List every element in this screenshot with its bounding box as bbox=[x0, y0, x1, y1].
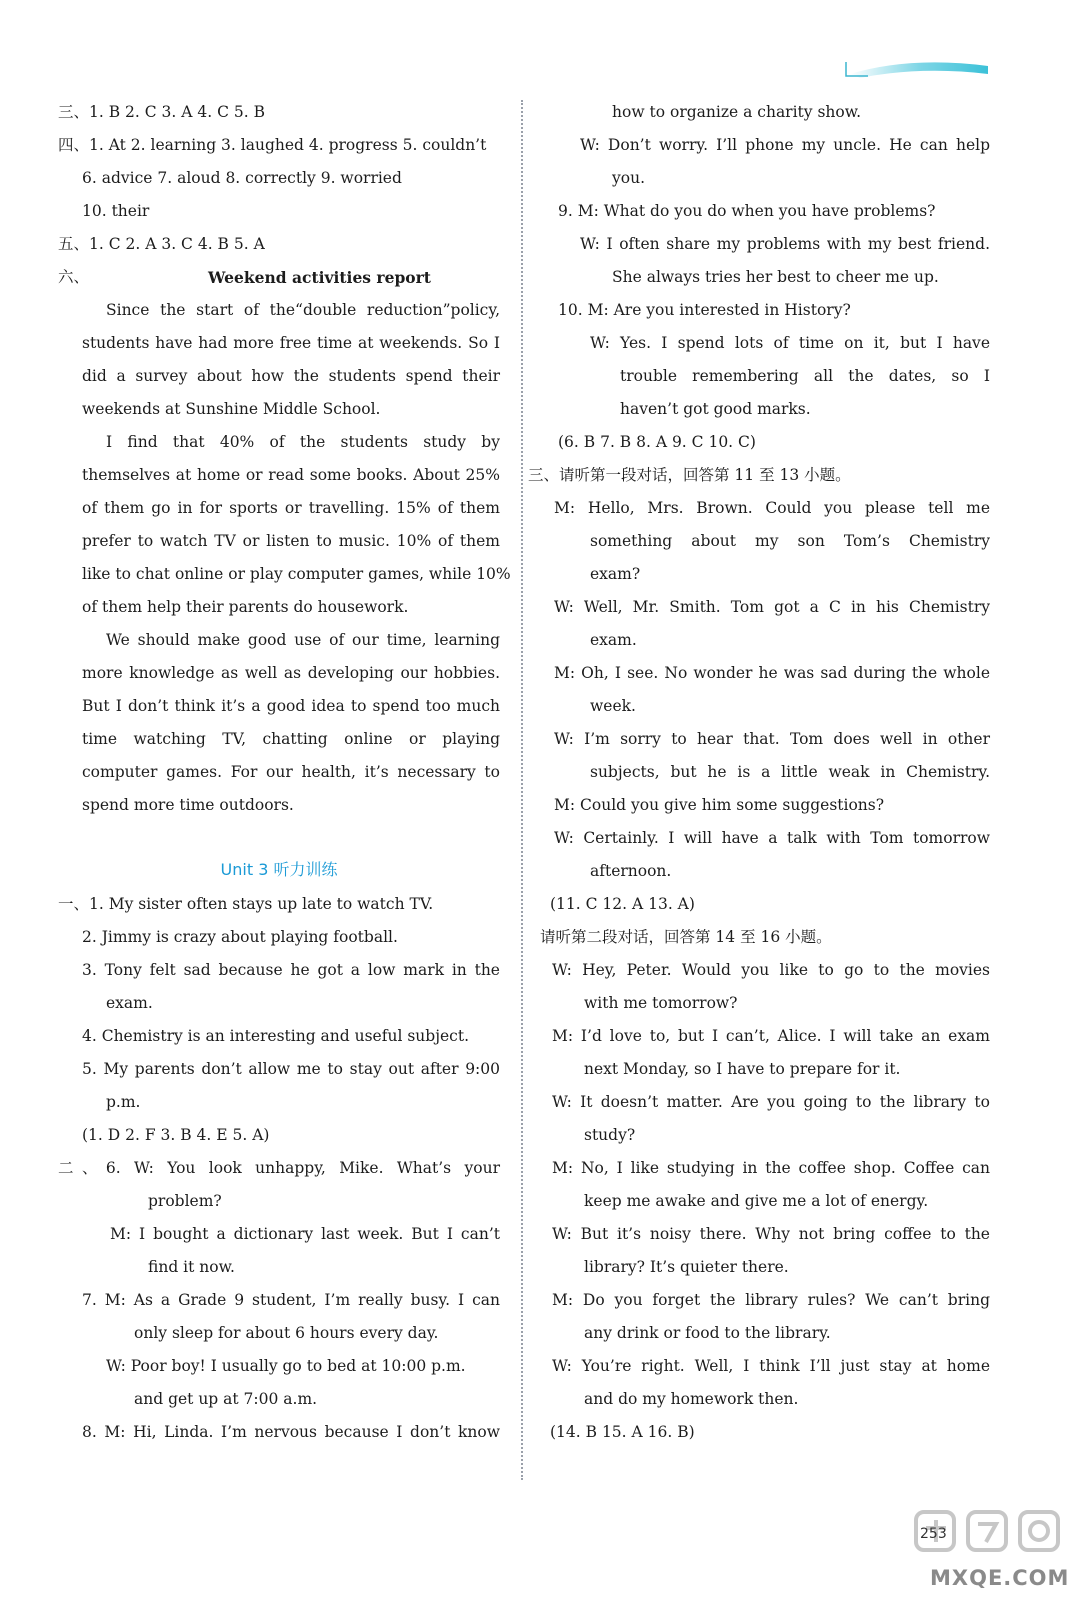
dialogue-line: W: You’re right. Well, I think I’ll just stay at home bbox=[552, 1357, 990, 1375]
dialogue-line: W: But it’s noisy there. Why not bring coffee to the bbox=[552, 1225, 990, 1243]
essay-line: like to chat online or play computer games, while 10% bbox=[82, 565, 511, 583]
dialogue-line: and do my homework then. bbox=[584, 1390, 799, 1408]
listening-line: 3. Tony felt sad because he got a low mark in the bbox=[82, 961, 500, 979]
answer-section-4-line2: 6. advice 7. aloud 8. correctly 9. worried bbox=[82, 169, 402, 187]
left-column bbox=[58, 96, 511, 1449]
section-heading: 请听第二段对话，回答第 14 至 16 小题。 bbox=[540, 928, 832, 946]
dialogue-line: 二、6. W: You look unhappy, Mike. What’s your bbox=[58, 1159, 500, 1177]
essay-line: did a survey about how the students spend their bbox=[82, 367, 500, 385]
dialogue-line: W: Yes. I spend lots of time on it, but I have bbox=[590, 334, 990, 352]
dialogue-line: 9. M: What do you do when you have problems? bbox=[558, 202, 936, 220]
listening-answers: (11. C 12. A 13. A) bbox=[550, 895, 695, 913]
dialogue-line: find it now. bbox=[148, 1258, 235, 1276]
dialogue-line: M: I bought a dictionary last week. But I can’t bbox=[110, 1225, 500, 1243]
dialogue-line: problem? bbox=[148, 1192, 222, 1210]
dialogue-line: exam? bbox=[590, 565, 641, 583]
essay-line: computer games. For our health, it’s necessary to bbox=[82, 763, 500, 781]
dialogue-line: something about my son Tom’s Chemistry bbox=[590, 532, 990, 550]
dialogue-line: W: Don’t worry. I’ll phone my uncle. He can help bbox=[580, 136, 990, 154]
essay-line: prefer to watch TV or listen to music. 10% of them bbox=[82, 532, 500, 550]
essay-line: more knowledge as well as developing our hobbies. bbox=[82, 664, 500, 682]
dialogue-line: afternoon. bbox=[590, 862, 672, 880]
dialogue-line: 7. M: As a Grade 9 student, I’m really busy. I can bbox=[82, 1291, 500, 1309]
essay-title: Weekend activities report bbox=[208, 268, 431, 287]
listening-line: 一、1. My sister often stays up late to watch TV. bbox=[58, 895, 434, 913]
dialogue-line: and get up at 7:00 a.m. bbox=[134, 1390, 318, 1408]
essay-line: But I don’t think it’s a good idea to spend too much bbox=[82, 697, 500, 715]
dialogue-line: next Monday, so I have to prepare for it. bbox=[584, 1060, 901, 1078]
listening-line: 2. Jimmy is crazy about playing football. bbox=[82, 928, 398, 946]
page-number: 253 bbox=[920, 1526, 947, 1542]
dialogue-line: any drink or food to the library. bbox=[584, 1324, 831, 1342]
answer-section-4-line3: 10. their bbox=[82, 202, 150, 220]
dialogue-line: with me tomorrow? bbox=[584, 994, 738, 1012]
listening-line: p.m. bbox=[106, 1093, 141, 1111]
listening-answers: (1. D 2. F 3. B 4. E 5. A) bbox=[82, 1126, 270, 1144]
essay-line: of them go in for sports or travelling. 15% of them bbox=[82, 499, 500, 517]
dialogue-line: week. bbox=[590, 697, 636, 715]
listening-line: 4. Chemistry is an interesting and useful subject. bbox=[82, 1027, 470, 1045]
listening-line: exam. bbox=[106, 994, 153, 1012]
dialogue-line: subjects, but he is a little weak in Chemistry. bbox=[590, 763, 990, 781]
answer-section-4-line1: 四、1. At 2. learning 3. laughed 4. progress 5. couldn’t bbox=[58, 136, 487, 154]
dialogue-line: M: Could you give him some suggestions? bbox=[554, 796, 885, 814]
answer-section-3: 三、1. B 2. C 3. A 4. C 5. B bbox=[58, 103, 265, 121]
listening-line: 5. My parents don’t allow me to stay out after 9:00 bbox=[82, 1060, 500, 1078]
essay-line: of them help their parents do housework. bbox=[82, 598, 409, 616]
dialogue-line: 8. M: Hi, Linda. I’m nervous because I don’t know bbox=[82, 1423, 500, 1441]
dialogue-line: how to organize a charity show. bbox=[612, 103, 862, 121]
corner-decoration bbox=[840, 52, 990, 82]
essay-line: We should make good use of our time, learning bbox=[106, 631, 500, 649]
essay-line: themselves at home or read some books. About 25% bbox=[82, 466, 500, 484]
unit-title: Unit 3 听力训练 bbox=[220, 860, 338, 879]
section-heading: 三、请听第一段对话，回答第 11 至 13 小题。 bbox=[528, 466, 851, 484]
dialogue-line: 10. M: Are you interested in History? bbox=[558, 301, 851, 319]
dialogue-line: W: Well, Mr. Smith. Tom got a C in his Chemistry bbox=[554, 598, 990, 616]
essay-heading bbox=[58, 261, 500, 294]
dialogue-line: W: Certainly. I will have a talk with Tom tomorrow bbox=[554, 829, 990, 847]
answer-section-5: 五、1. C 2. A 3. C 4. B 5. A bbox=[58, 235, 265, 253]
dialogue-line: M: I’d love to, but I can’t, Alice. I will take an exam bbox=[552, 1027, 990, 1045]
dialogue-line: W: Hey, Peter. Would you like to go to the movies bbox=[552, 961, 990, 979]
dialogue-line: M: No, I like studying in the coffee shop. Coffee can bbox=[552, 1159, 990, 1177]
essay-line: Since the start of the“double reduction”policy, bbox=[106, 301, 500, 319]
essay-line: I find that 40% of the students study by bbox=[106, 433, 500, 451]
column-divider bbox=[521, 100, 523, 1480]
essay-line: students have had more free time at weekends. So I bbox=[82, 334, 500, 352]
dialogue-line: W: I often share my problems with my best friend. bbox=[580, 235, 990, 253]
essay-line: time watching TV, chatting online or playing bbox=[82, 730, 500, 748]
dialogue-line: only sleep for about 6 hours every day. bbox=[134, 1324, 439, 1342]
essay-line: spend more time outdoors. bbox=[82, 796, 294, 814]
dialogue-line: trouble remembering all the dates, so I bbox=[620, 367, 990, 385]
watermark-text: MXQE.COM bbox=[930, 1566, 1070, 1590]
dialogue-line: haven’t got good marks. bbox=[620, 400, 811, 418]
dialogue-line: keep me awake and give me a lot of energy. bbox=[584, 1192, 929, 1210]
dialogue-line: She always tries her best to cheer me up. bbox=[612, 268, 939, 286]
essay-line: weekends at Sunshine Middle School. bbox=[82, 400, 381, 418]
dialogue-line: M: Hello, Mrs. Brown. Could you please tell me bbox=[554, 499, 990, 517]
dialogue-line: W: Poor boy! I usually go to bed at 10:00 p.m. bbox=[106, 1357, 466, 1375]
dialogue-line: library? It’s quieter there. bbox=[584, 1258, 789, 1276]
dialogue-line: study? bbox=[584, 1126, 636, 1144]
listening-answers: (6. B 7. B 8. A 9. C 10. C) bbox=[558, 433, 756, 451]
dialogue-line: you. bbox=[612, 169, 645, 187]
dialogue-line: M: Do you forget the library rules? We can’t bring bbox=[552, 1291, 990, 1309]
dialogue-line: W: I’m sorry to hear that. Tom does well in other bbox=[554, 730, 990, 748]
right-column bbox=[528, 96, 990, 1449]
dialogue-line: exam. bbox=[590, 631, 637, 649]
dialogue-line: M: Oh, I see. No wonder he was sad during the whole bbox=[554, 664, 990, 682]
listening-answers: (14. B 15. A 16. B) bbox=[550, 1423, 695, 1441]
section-6-number: 六、 bbox=[58, 268, 90, 286]
dialogue-line: W: It doesn’t matter. Are you going to the library to bbox=[552, 1093, 990, 1111]
